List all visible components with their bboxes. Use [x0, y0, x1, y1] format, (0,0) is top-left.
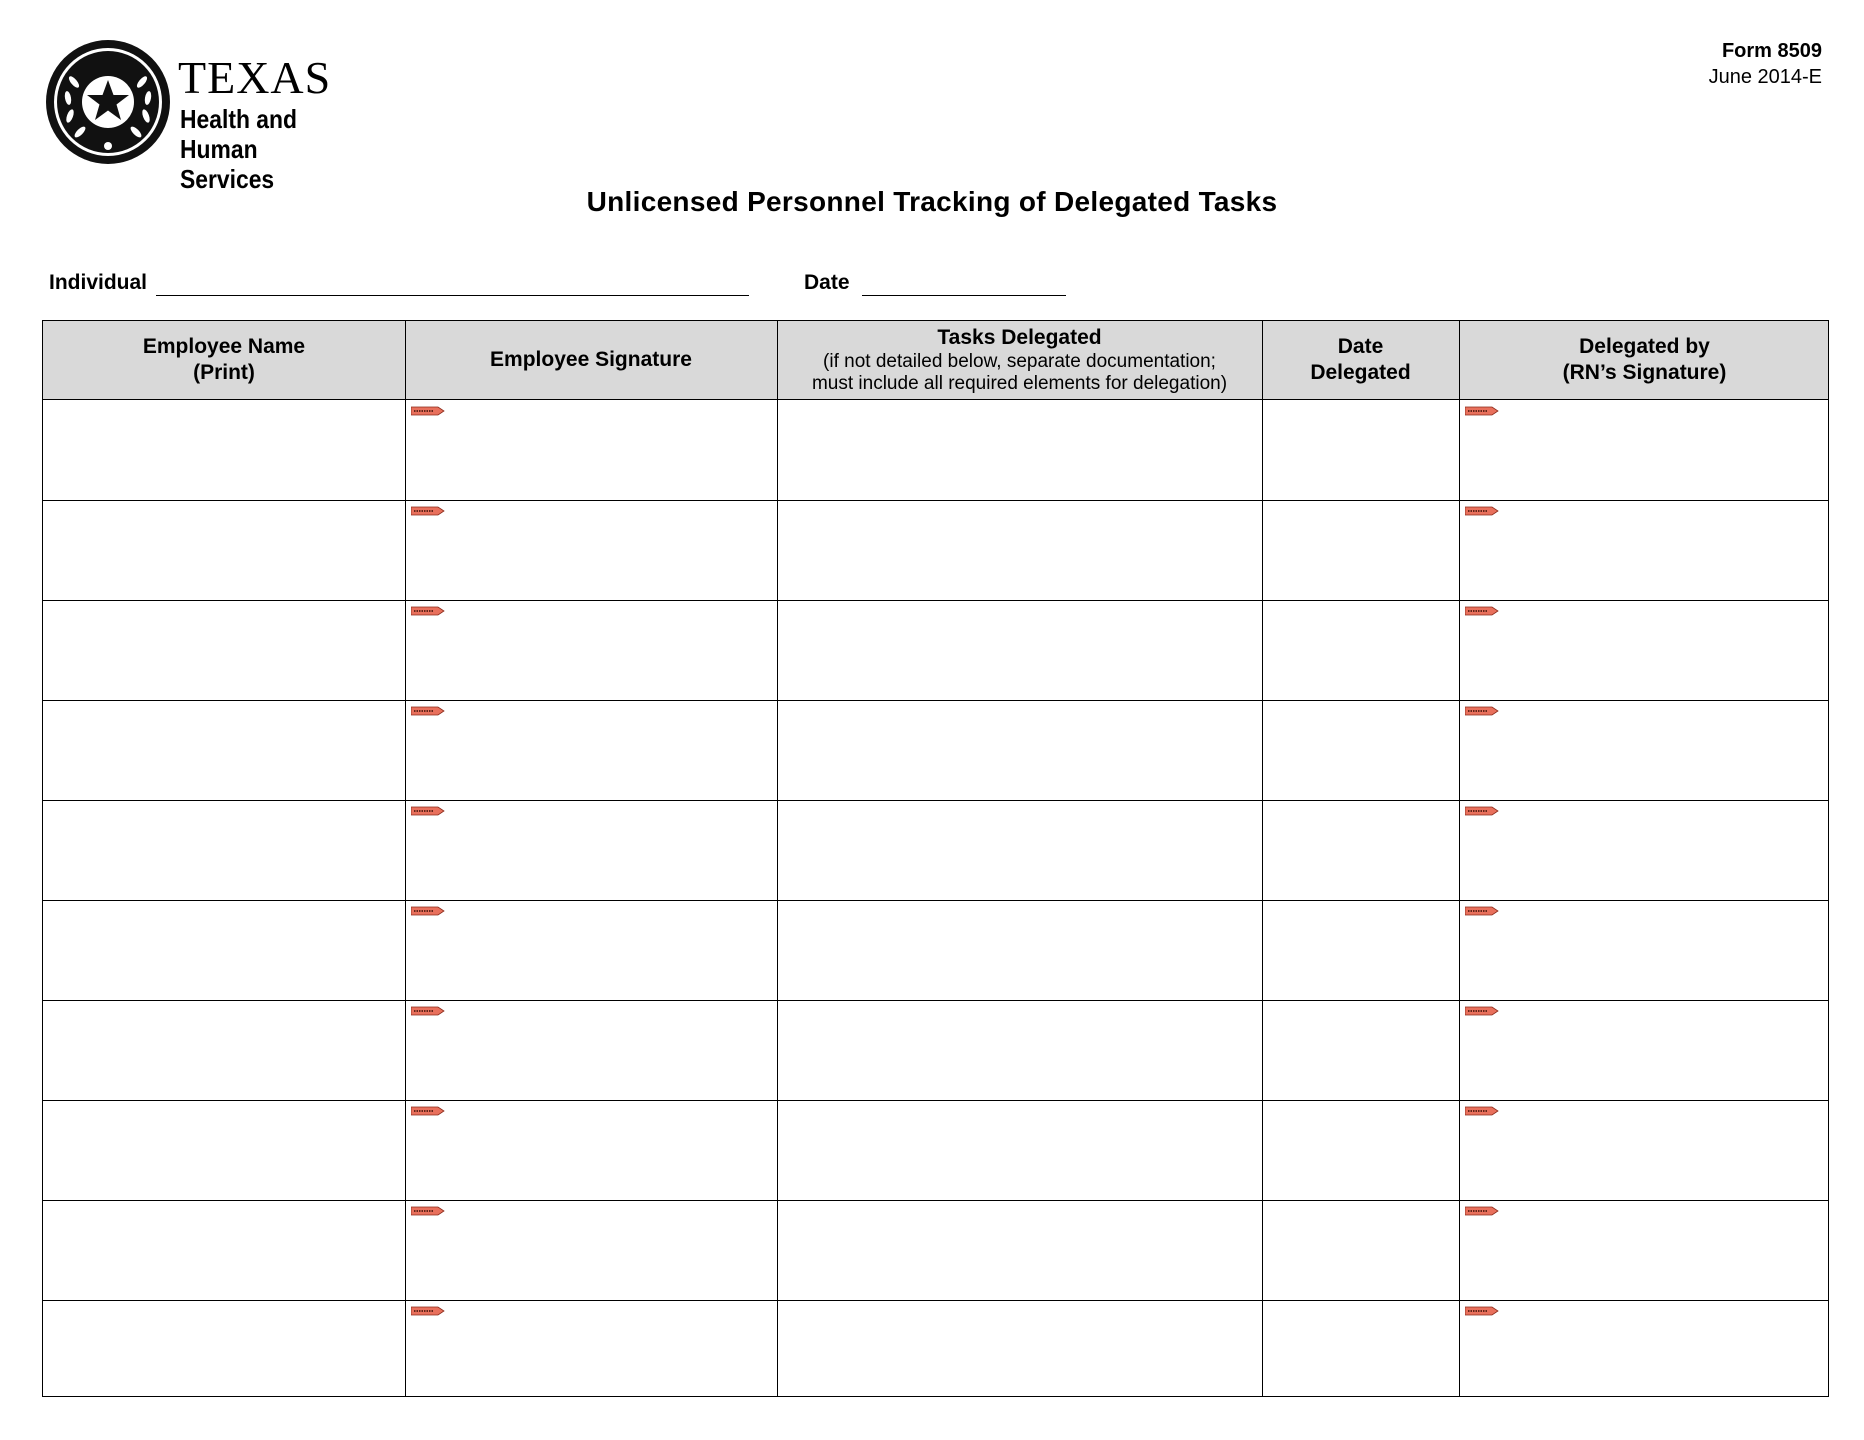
- cell-date-delegated[interactable]: [1262, 900, 1459, 1000]
- cell-tasks-delegated[interactable]: [777, 1200, 1262, 1300]
- cell-employee-name[interactable]: [43, 700, 405, 800]
- signature-flag-icon[interactable]: [411, 1006, 445, 1016]
- cell-employee-name[interactable]: [43, 1200, 405, 1300]
- cell-employee-signature[interactable]: [405, 1200, 777, 1300]
- signature-flag-icon[interactable]: [1465, 1006, 1499, 1016]
- cell-rn-signature[interactable]: [1459, 600, 1830, 700]
- signature-flag-icon[interactable]: [411, 906, 445, 916]
- signature-flag-icon[interactable]: [1465, 906, 1499, 916]
- cell-date-delegated[interactable]: [1262, 1200, 1459, 1300]
- header-employee-signature: [405, 321, 777, 399]
- header-delegated-by: [1459, 321, 1830, 399]
- cell-date-delegated[interactable]: [1262, 600, 1459, 700]
- cell-employee-signature[interactable]: [405, 600, 777, 700]
- cell-date-delegated[interactable]: [1262, 800, 1459, 900]
- cell-employee-name[interactable]: [43, 1100, 405, 1200]
- cell-rn-signature[interactable]: [1459, 700, 1830, 800]
- header-employee-name-sub: (Print): [193, 361, 255, 384]
- cell-date-delegated[interactable]: [1262, 400, 1459, 500]
- cell-tasks-delegated[interactable]: [777, 500, 1262, 600]
- page-title: Unlicensed Personnel Tracking of Delegated Tasks: [586, 186, 1278, 217]
- signature-flag-icon[interactable]: [411, 506, 445, 516]
- agency-subtitle-line-2: Services: [180, 164, 275, 194]
- cell-employee-signature[interactable]: [405, 500, 777, 600]
- cell-tasks-delegated[interactable]: [777, 600, 1262, 700]
- cell-employee-signature[interactable]: [405, 800, 777, 900]
- cell-tasks-delegated[interactable]: [777, 800, 1262, 900]
- header-employee-signature-label: Employee Signature: [490, 348, 692, 371]
- form-number: Form 8509: [1721, 40, 1822, 62]
- header-tasks-delegated-label: Tasks Delegated: [937, 326, 1102, 349]
- cell-tasks-delegated[interactable]: [777, 1000, 1262, 1100]
- cell-date-delegated[interactable]: [1262, 1300, 1459, 1400]
- header-delegated-by-line-2: (RN’s Signature): [1562, 361, 1727, 384]
- signature-flag-icon[interactable]: [411, 1306, 445, 1316]
- header-date-delegated-line-1: Date: [1337, 335, 1384, 358]
- cell-employee-signature[interactable]: [405, 1000, 777, 1100]
- signature-flag-icon[interactable]: [411, 806, 445, 816]
- header-employee-name-label: Employee Name: [142, 335, 306, 358]
- agency-subtitle-line-1: Health and Human: [180, 104, 297, 164]
- cell-date-delegated[interactable]: [1262, 1000, 1459, 1100]
- cell-rn-signature[interactable]: [1459, 500, 1830, 600]
- cell-rn-signature[interactable]: [1459, 800, 1830, 900]
- agency-subtitle: [180, 104, 351, 194]
- cell-employee-signature[interactable]: [405, 1100, 777, 1200]
- signature-flag-icon[interactable]: [1465, 706, 1499, 716]
- cell-employee-name[interactable]: [43, 1000, 405, 1100]
- signature-flag-icon[interactable]: [1465, 406, 1499, 416]
- date-label: Date: [804, 271, 850, 294]
- signature-flag-icon[interactable]: [1465, 1106, 1499, 1116]
- cell-date-delegated[interactable]: [1262, 1100, 1459, 1200]
- cell-tasks-delegated[interactable]: [777, 400, 1262, 500]
- header-tasks-note-1: (if not detailed below, separate documentation;: [823, 351, 1216, 372]
- cell-rn-signature[interactable]: [1459, 900, 1830, 1000]
- signature-flag-icon[interactable]: [411, 1106, 445, 1116]
- cell-date-delegated[interactable]: [1262, 700, 1459, 800]
- cell-rn-signature[interactable]: [1459, 1000, 1830, 1100]
- individual-label: Individual: [49, 271, 148, 294]
- cell-rn-signature[interactable]: [1459, 1100, 1830, 1200]
- delegation-table: [42, 320, 1829, 1397]
- cell-tasks-delegated[interactable]: [777, 1300, 1262, 1400]
- signature-flag-icon[interactable]: [1465, 606, 1499, 616]
- cell-date-delegated[interactable]: [1262, 500, 1459, 600]
- signature-flag-icon[interactable]: [1465, 506, 1499, 516]
- cell-employee-name[interactable]: [43, 500, 405, 600]
- cell-rn-signature[interactable]: [1459, 400, 1830, 500]
- cell-employee-name[interactable]: [43, 900, 405, 1000]
- signature-flag-icon[interactable]: [411, 1206, 445, 1216]
- hhs-logo: [44, 38, 374, 194]
- form-revision: June 2014-E: [1708, 66, 1822, 88]
- cell-rn-signature[interactable]: [1459, 1300, 1830, 1400]
- table-header-row: [43, 321, 1828, 400]
- cell-employee-name[interactable]: [43, 800, 405, 900]
- header-date-delegated: [1262, 321, 1459, 399]
- cell-rn-signature[interactable]: [1459, 1200, 1830, 1300]
- signature-flag-icon[interactable]: [411, 406, 445, 416]
- cell-employee-name[interactable]: [43, 600, 405, 700]
- cell-tasks-delegated[interactable]: [777, 700, 1262, 800]
- header-tasks-delegated: [777, 321, 1262, 399]
- cell-tasks-delegated[interactable]: [777, 900, 1262, 1000]
- date-input[interactable]: [862, 295, 1066, 296]
- header-delegated-by-line-1: Delegated by: [1579, 335, 1710, 358]
- form-meta: [1709, 38, 1822, 90]
- agency-name: TEXAS: [178, 52, 332, 103]
- cell-employee-signature[interactable]: [405, 1300, 777, 1400]
- header-date-delegated-line-2: Delegated: [1310, 361, 1411, 384]
- header-employee-name: [43, 321, 405, 399]
- signature-flag-icon[interactable]: [1465, 806, 1499, 816]
- cell-employee-name[interactable]: [43, 400, 405, 500]
- signature-flag-icon[interactable]: [411, 606, 445, 616]
- individual-input[interactable]: [156, 295, 749, 296]
- signature-flag-icon[interactable]: [1465, 1306, 1499, 1316]
- texas-seal-icon: [44, 38, 172, 166]
- signature-flag-icon[interactable]: [1465, 1206, 1499, 1216]
- cell-employee-signature[interactable]: [405, 900, 777, 1000]
- cell-employee-signature[interactable]: [405, 700, 777, 800]
- cell-employee-name[interactable]: [43, 1300, 405, 1400]
- header-tasks-note-2: must include all required elements for delegation): [811, 373, 1228, 394]
- cell-employee-signature[interactable]: [405, 400, 777, 500]
- cell-tasks-delegated[interactable]: [777, 1100, 1262, 1200]
- signature-flag-icon[interactable]: [411, 706, 445, 716]
